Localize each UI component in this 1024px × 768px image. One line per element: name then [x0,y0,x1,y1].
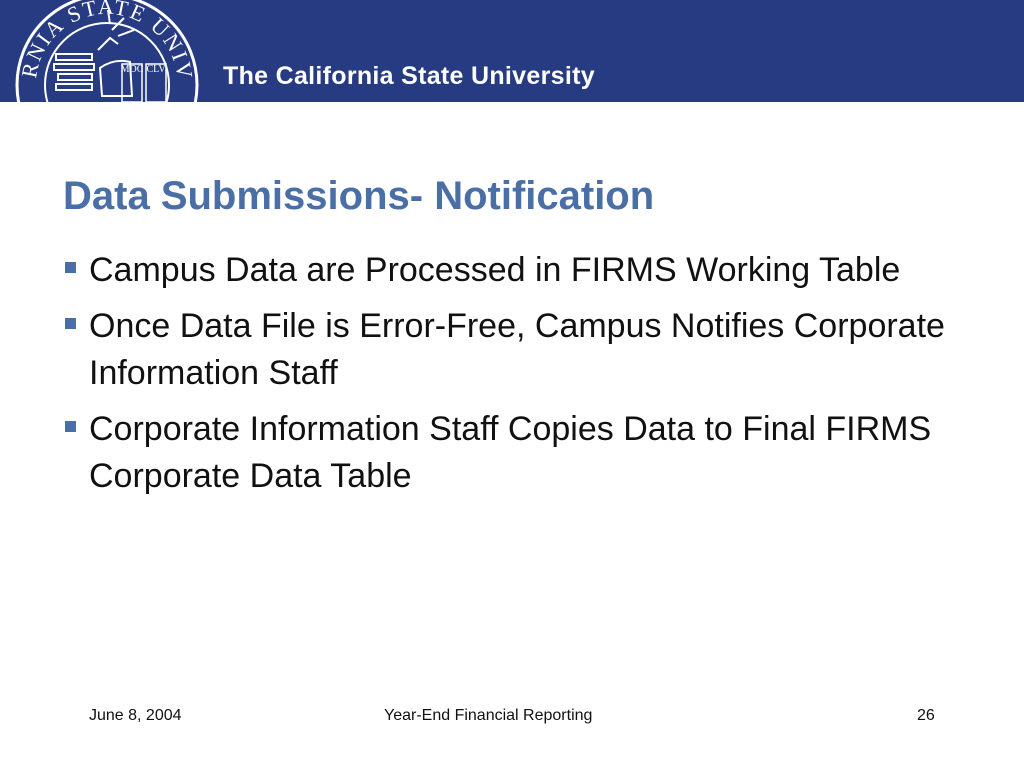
seal-book-left-text: MDC [120,64,144,75]
seal-ring-text: RNIA STATE UNIV [16,0,199,83]
square-bullet-icon [65,421,76,432]
seal-book-right-text: CLV [146,64,166,75]
svg-text:CLV [146,64,166,75]
square-bullet-icon [65,262,76,273]
header-banner [0,0,1024,102]
bullet-text: Campus Data are Processed in FIRMS Working Table [89,251,901,289]
bullet-text: Once Data File is Error-Free, Campus Notifies Corporate Information Staff [89,307,945,392]
svg-text:MDC [121,64,144,75]
bullet-text: Corporate Information Staff Copies Data to Final FIRMS Corporate Data Table [89,410,932,495]
university-seal-logo [14,0,200,102]
organization-name: The California State University [223,62,595,90]
slide-number: 26 [917,707,935,724]
footer-date: June 8, 2004 [89,707,182,724]
bullet-item [64,303,964,397]
square-bullet-icon [65,318,76,329]
slide-title: Data Submissions- Notification [63,174,655,218]
bullet-item [64,247,964,294]
footer-presentation-title: Year-End Financial Reporting [384,707,593,724]
bullet-item [64,406,964,500]
bullet-list [64,247,964,509]
